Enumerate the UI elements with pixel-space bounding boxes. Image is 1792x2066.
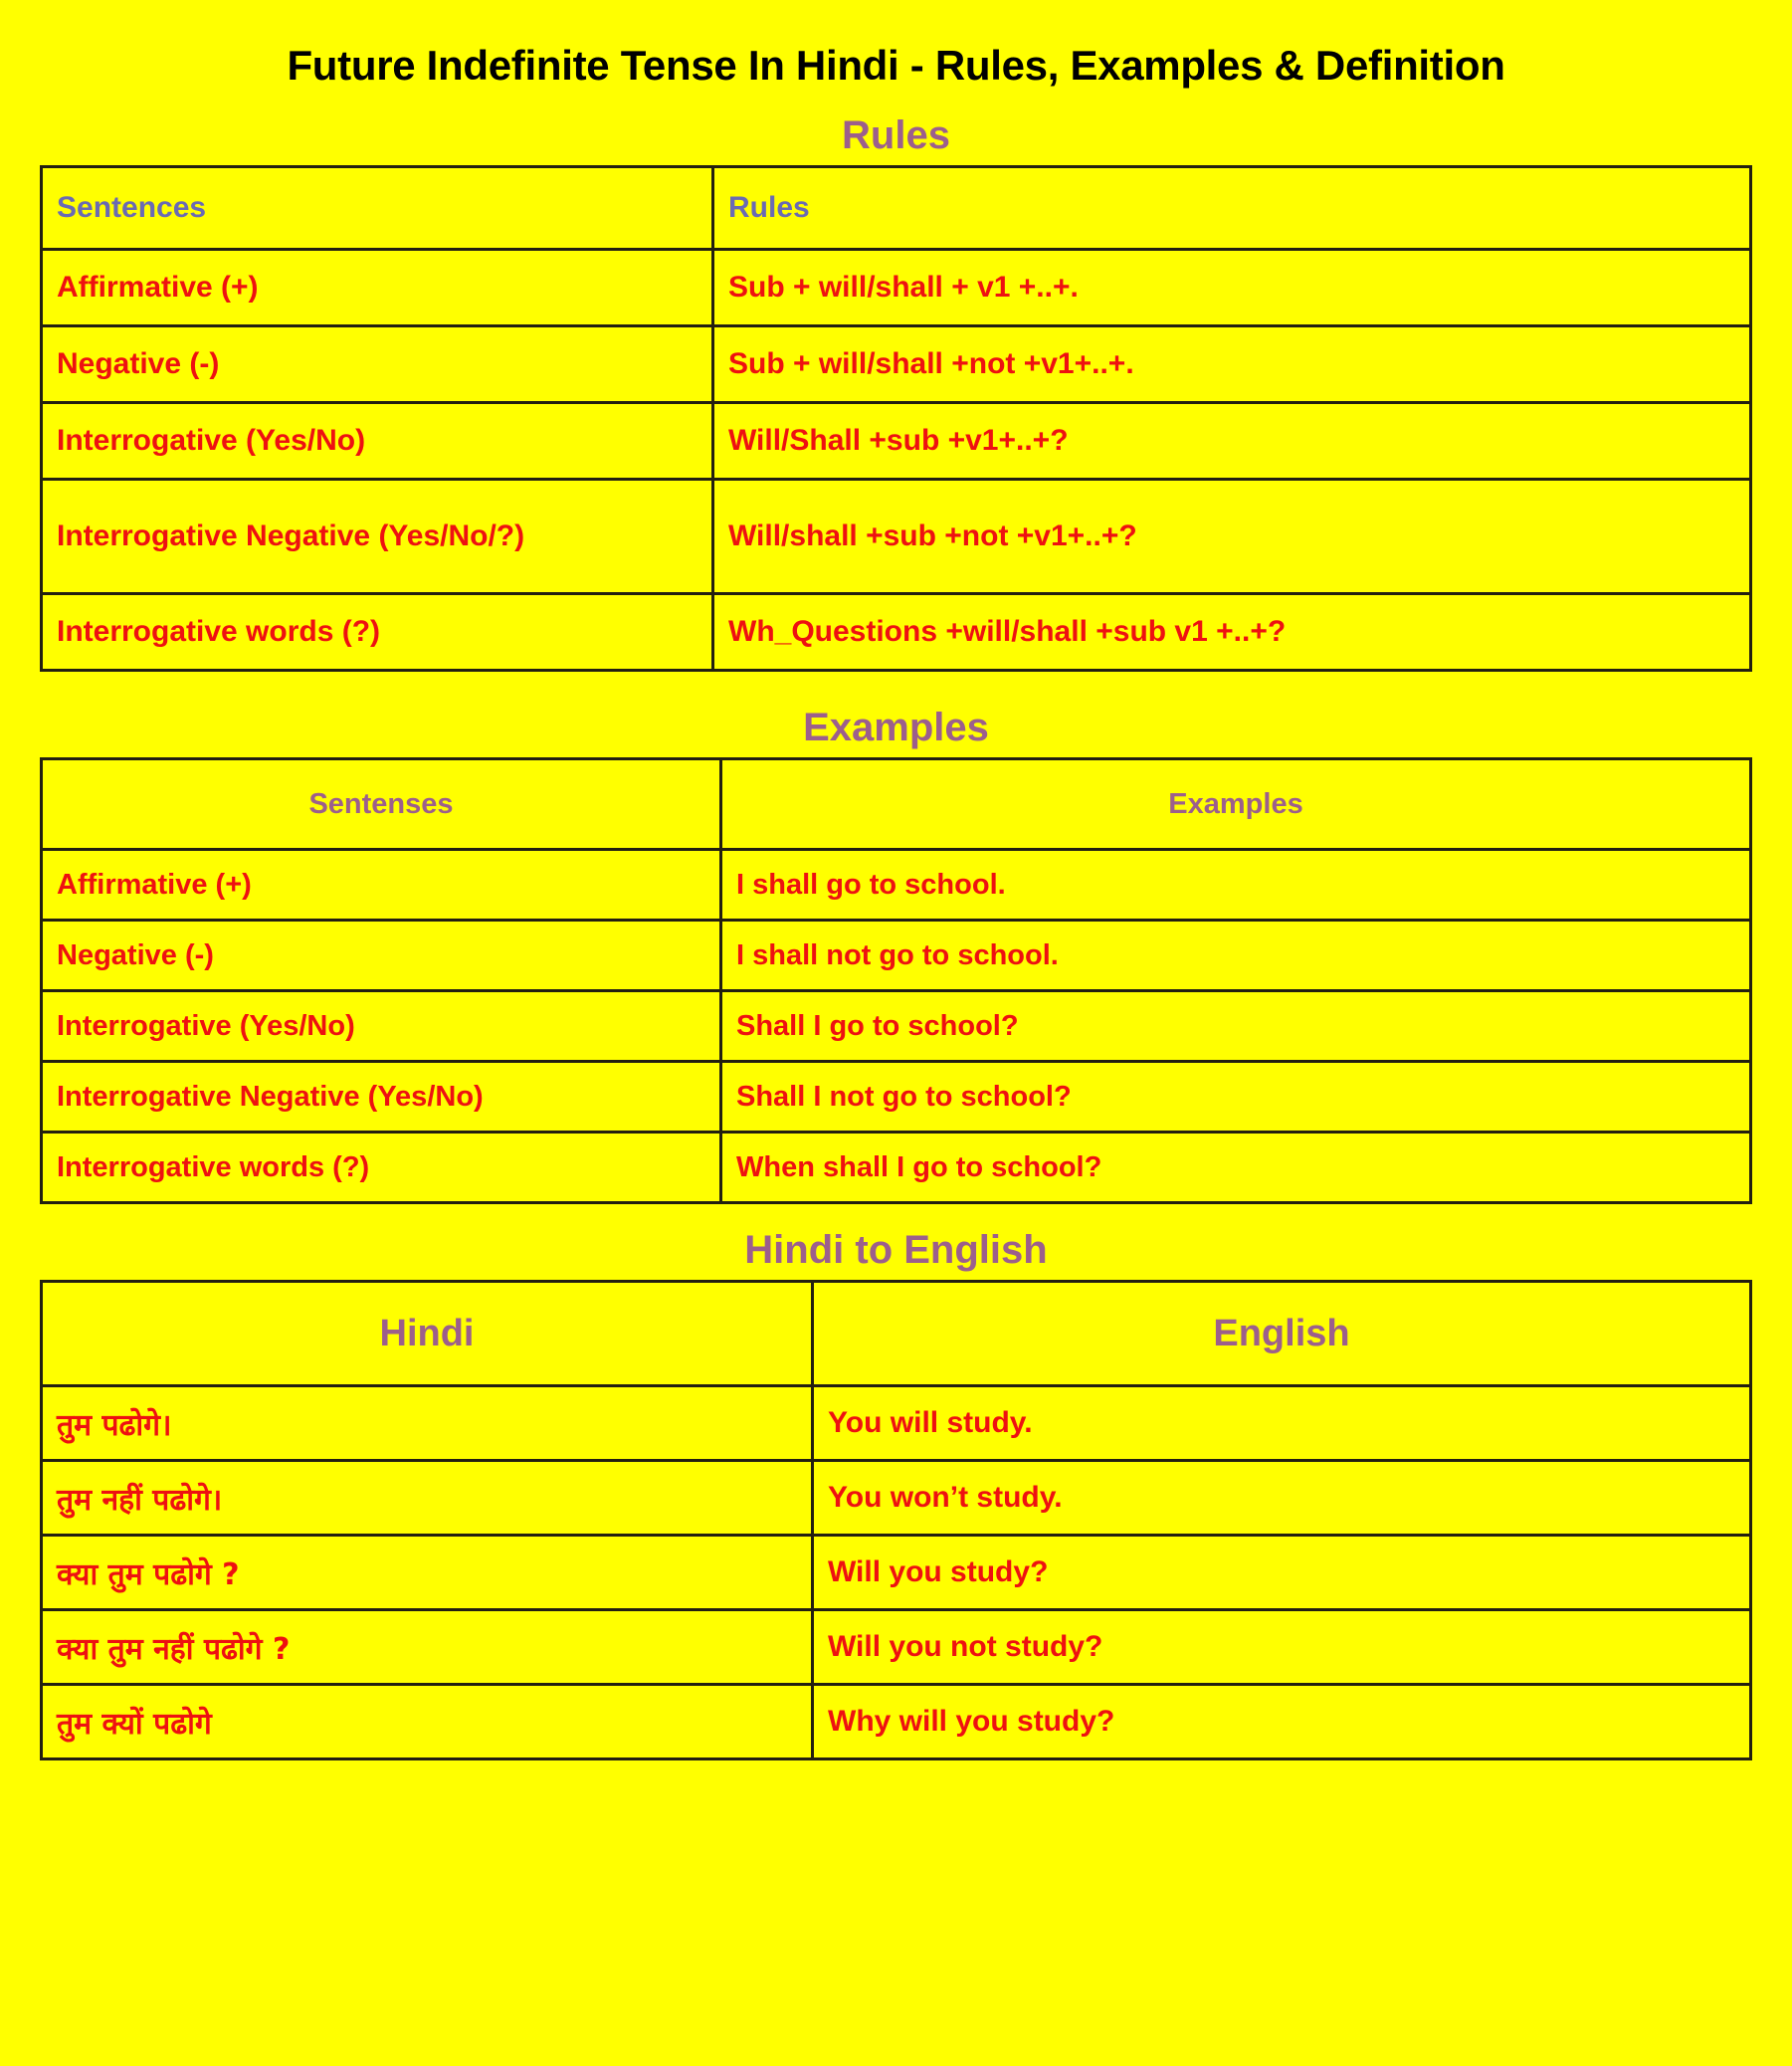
hindi-cell: तुम क्यों पढोगे bbox=[42, 1685, 813, 1759]
examples-sentence-cell: Interrogative (Yes/No) bbox=[42, 991, 721, 1062]
examples-table bbox=[40, 757, 1752, 1204]
examples-sentence-cell: Affirmative (+) bbox=[42, 850, 721, 921]
table-row bbox=[42, 326, 1751, 403]
section-heading-examples: Examples bbox=[803, 706, 989, 750]
column-header-examples: Examples bbox=[721, 759, 1751, 850]
rules-rule-cell: Will/Shall +sub +v1+..+? bbox=[713, 403, 1751, 480]
rules-sentence-cell: Interrogative words (?) bbox=[42, 594, 713, 671]
examples-sentence-cell: Interrogative words (?) bbox=[42, 1133, 721, 1203]
examples-sentence-cell: Interrogative Negative (Yes/No) bbox=[42, 1062, 721, 1133]
examples-example-cell: When shall I go to school? bbox=[721, 1133, 1751, 1203]
table-row bbox=[42, 1133, 1751, 1203]
rules-rule-cell: Sub + will/shall +not +v1+..+. bbox=[713, 326, 1751, 403]
table-row bbox=[42, 1062, 1751, 1133]
table-header-row bbox=[42, 1282, 1751, 1386]
column-header-sentences: Sentences bbox=[42, 167, 713, 250]
english-cell: Why will you study? bbox=[813, 1685, 1751, 1759]
table-row bbox=[42, 403, 1751, 480]
rules-sentence-cell: Negative (-) bbox=[42, 326, 713, 403]
examples-example-cell: Shall I go to school? bbox=[721, 991, 1751, 1062]
table-row bbox=[42, 480, 1751, 594]
hindi-to-english-table bbox=[40, 1280, 1752, 1760]
examples-example-cell: Shall I not go to school? bbox=[721, 1062, 1751, 1133]
section-heading-hindi-to-english: Hindi to English bbox=[744, 1228, 1048, 1273]
hindi-cell: तुम नहीं पढोगे। bbox=[42, 1461, 813, 1536]
spacer bbox=[0, 672, 1792, 698]
poster-page bbox=[0, 28, 1792, 2066]
hindi-cell: क्या तुम पढोगे ? bbox=[42, 1536, 813, 1610]
table-row bbox=[42, 594, 1751, 671]
examples-example-cell: I shall not go to school. bbox=[721, 921, 1751, 991]
table-row bbox=[42, 1461, 1751, 1536]
table-row bbox=[42, 1610, 1751, 1685]
table-row bbox=[42, 921, 1751, 991]
examples-sentence-cell: Negative (-) bbox=[42, 921, 721, 991]
table-row bbox=[42, 1536, 1751, 1610]
column-header-hindi: Hindi bbox=[42, 1282, 813, 1386]
column-header-rules: Rules bbox=[713, 167, 1751, 250]
table-row bbox=[42, 1685, 1751, 1759]
rules-sentence-cell: Interrogative (Yes/No) bbox=[42, 403, 713, 480]
english-cell: You won’t study. bbox=[813, 1461, 1751, 1536]
table-header-row bbox=[42, 167, 1751, 250]
table-row bbox=[42, 1386, 1751, 1461]
rules-sentence-cell: Affirmative (+) bbox=[42, 250, 713, 326]
column-header-sentenses: Sentenses bbox=[42, 759, 721, 850]
table-row bbox=[42, 991, 1751, 1062]
column-header-english: English bbox=[813, 1282, 1751, 1386]
rules-table bbox=[40, 165, 1752, 672]
table-row bbox=[42, 850, 1751, 921]
hindi-cell: तुम पढोगे। bbox=[42, 1386, 813, 1461]
spacer bbox=[0, 1204, 1792, 1220]
table-header-row bbox=[42, 759, 1751, 850]
english-cell: Will you not study? bbox=[813, 1610, 1751, 1685]
hindi-cell: क्या तुम नहीं पढोगे ? bbox=[42, 1610, 813, 1685]
rules-rule-cell: Will/shall +sub +not +v1+..+? bbox=[713, 480, 1751, 594]
rules-rule-cell: Sub + will/shall + v1 +..+. bbox=[713, 250, 1751, 326]
english-cell: Will you study? bbox=[813, 1536, 1751, 1610]
examples-example-cell: I shall go to school. bbox=[721, 850, 1751, 921]
rules-sentence-cell: Interrogative Negative (Yes/No/?) bbox=[42, 480, 713, 594]
page-title: Future Indefinite Tense In Hindi - Rules, Examples & Definition bbox=[287, 42, 1505, 90]
english-cell: You will study. bbox=[813, 1386, 1751, 1461]
table-row bbox=[42, 250, 1751, 326]
section-heading-rules: Rules bbox=[842, 113, 950, 158]
rules-rule-cell: Wh_Questions +will/shall +sub v1 +..+? bbox=[713, 594, 1751, 671]
